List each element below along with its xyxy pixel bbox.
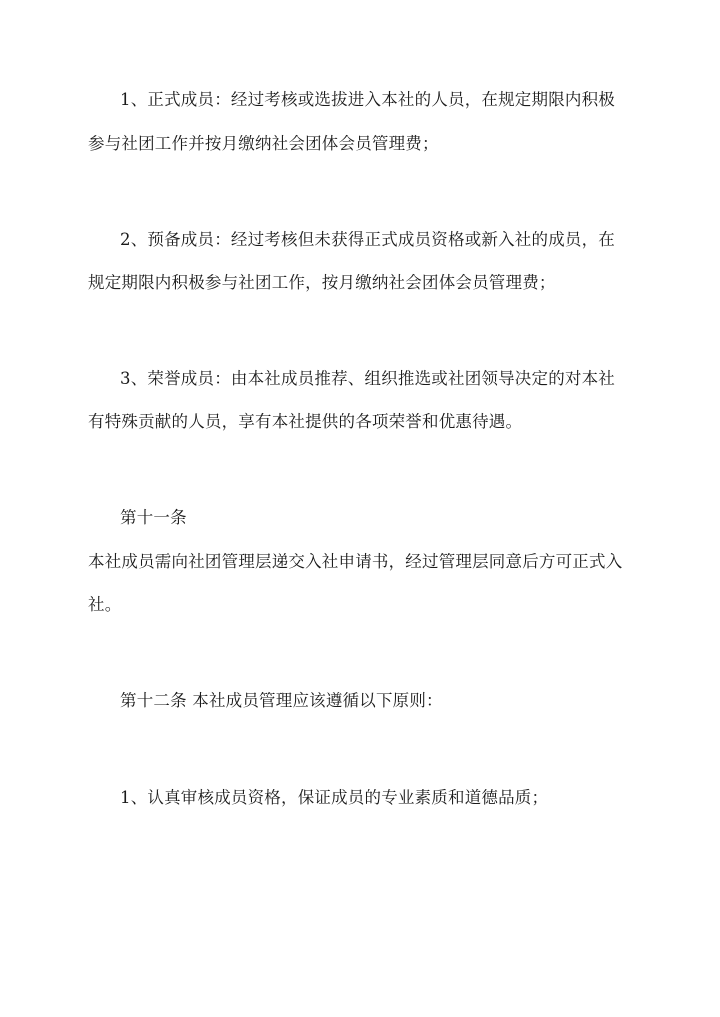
paragraph-formal-member-line-1: 1、正式成员：经过考核或选拔进入本社的人员，在规定期限内积极 [120,90,615,109]
paragraph-honorary-member-line-2: 有特殊贡献的人员，享有本社提供的各项荣誉和优惠待遇。 [88,412,523,431]
principle-1-line: 1、认真审核成员资格，保证成员的专业素质和道德品质； [120,788,549,807]
article-12-line: 第十二条 本社成员管理应该遵循以下原则： [120,691,443,710]
article-11-line-2: 社。 [88,595,122,614]
paragraph-probationary-member-line-2: 规定期限内积极参与社团工作，按月缴纳社会团体会员管理费； [88,273,556,292]
paragraph-honorary-member-line-1: 3、荣誉成员：由本社成员推荐、组织推选或社团领导决定的对本社 [120,369,615,388]
article-11-line-1: 本社成员需向社团管理层递交入社申请书，经过管理层同意后方可正式入 [88,552,623,571]
paragraph-formal-member-line-2: 参与社团工作并按月缴纳社会团体会员管理费； [88,134,439,153]
article-11-heading: 第十一条 [120,508,187,527]
paragraph-probationary-member-line-1: 2、预备成员：经过考核但未获得正式成员资格或新入社的成员，在 [120,230,615,249]
